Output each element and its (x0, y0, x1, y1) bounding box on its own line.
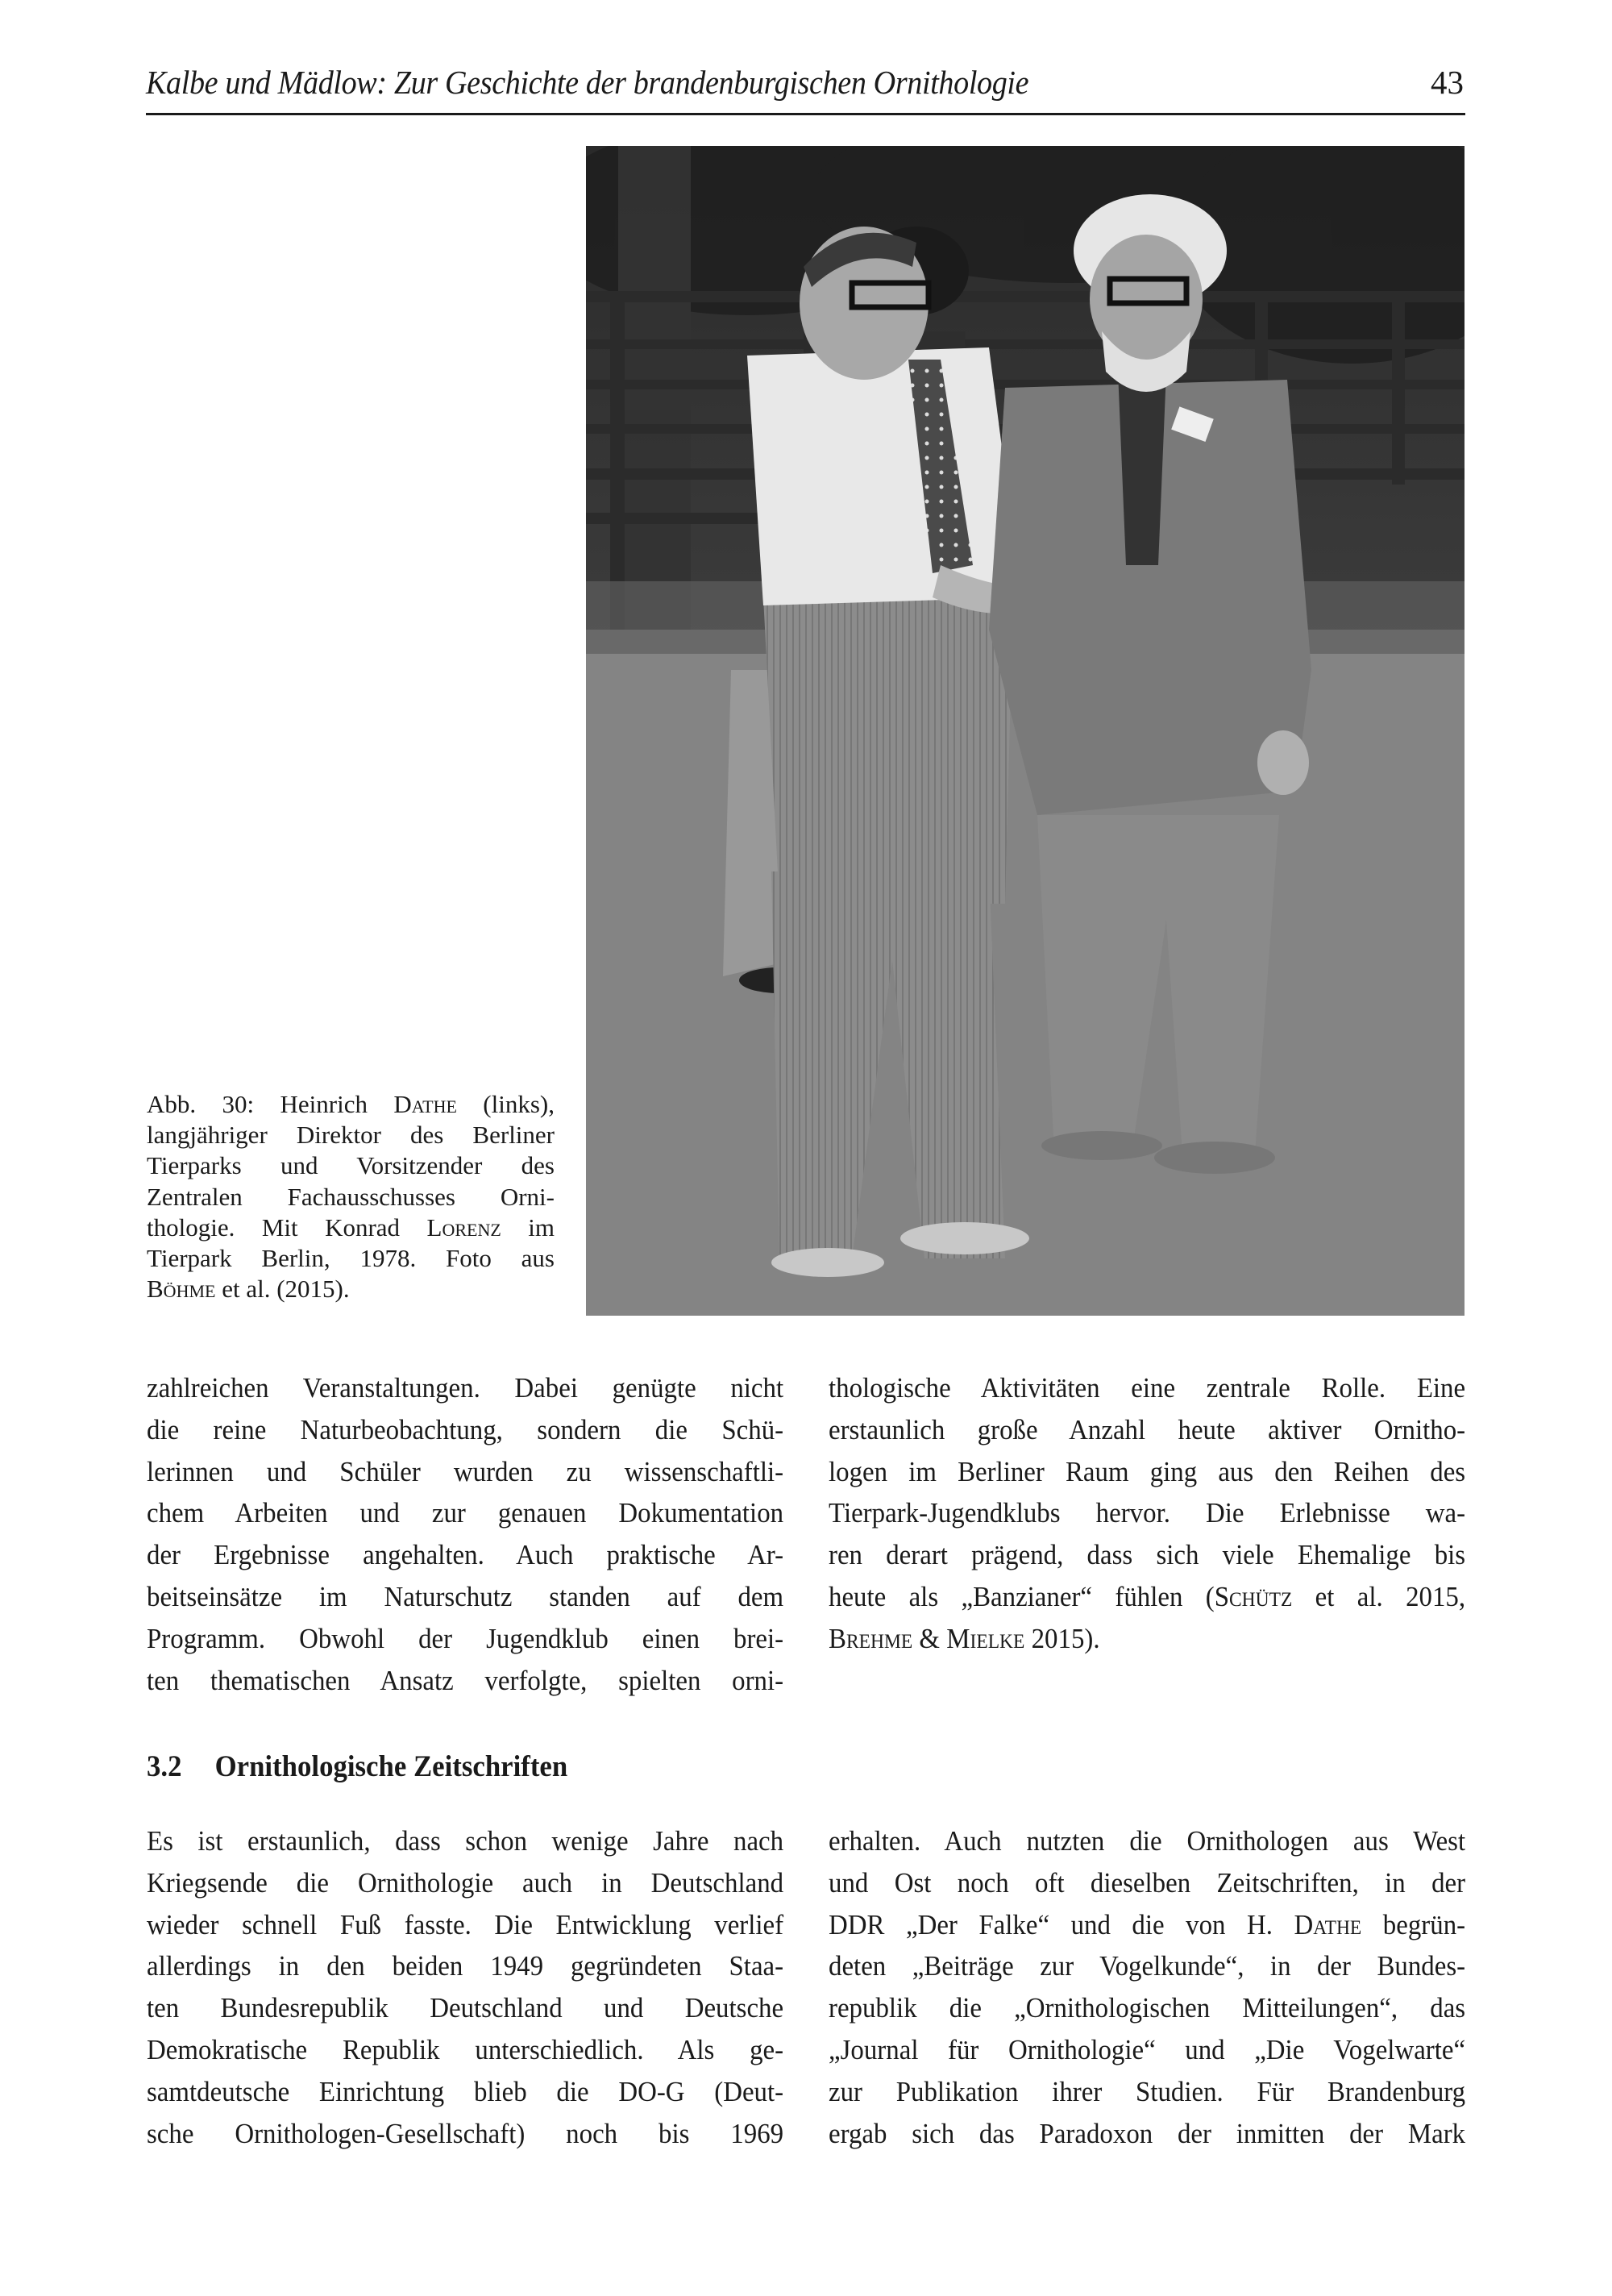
text-run: erstaunlich große Anzahl heute aktiver Ornitho- (829, 1413, 1466, 1445)
text-run: heute als „Banzianer“ fühlen ( (829, 1580, 1215, 1612)
figure-photo (586, 146, 1465, 1316)
running-title: Kalbe und Mädlow: Zur Geschichte der brandenburgischen Ornithologie (146, 64, 1029, 101)
body-column-left-upper (147, 1367, 783, 1701)
text-line (829, 1987, 1465, 2029)
text-run: logen im Berliner Raum ging aus den Reihen des (829, 1455, 1466, 1487)
text-line: die reine Naturbeobachtung, sondern die Schü- (147, 1413, 784, 1445)
text-run: und Ost noch oft dieselben Zeitschriften, in der (829, 1866, 1466, 1899)
text-run: thologie. Mit Konrad (147, 1212, 427, 1242)
text-line: samtdeutsche Einrichtung blieb die DO-G (Deut- (147, 2075, 784, 2107)
text-line (147, 1274, 555, 1304)
section-number: 3.2 (147, 1750, 182, 1783)
text-run: zur Publikation ihrer Studien. Für Brandenburg (829, 2075, 1466, 2107)
text-run: republik die „Ornithologischen Mitteilungen“, das (829, 1992, 1466, 2024)
text-line (829, 1409, 1465, 1451)
text-line: Es ist erstaunlich, dass schon wenige Jahre nach (147, 1825, 784, 1857)
text-line: beitseinsätze im Naturschutz standen auf dem (147, 1580, 784, 1612)
running-head (146, 63, 1465, 111)
text-line (829, 1367, 1465, 1409)
text-line: chem Arbeiten und zur genauen Dokumentation (147, 1497, 784, 1529)
text-line: Kriegsende die Ornithologie auch in Deutschland (147, 1866, 784, 1899)
text-line (147, 1150, 555, 1181)
text-run: langjähriger Direktor des Berliner (147, 1121, 555, 1150)
text-line (147, 1182, 555, 1212)
page-number: 43 (1431, 64, 1464, 101)
author-name: Böhme (147, 1275, 216, 1304)
photo-illustration (586, 146, 1465, 1316)
body-column-left-lower (147, 1820, 783, 2154)
text-run: deten „Beiträge zur Vogelkunde“, in der Bundes- (829, 1950, 1466, 1982)
body-column-right-lower (829, 1820, 1465, 2154)
text-run: erhalten. Auch nutzten die Ornithologen aus West (829, 1825, 1466, 1857)
text-line (147, 1212, 555, 1243)
text-run: begrün- (1361, 1908, 1466, 1940)
text-run: et al. 2015, (1292, 1580, 1466, 1612)
author-name: Lorenz (426, 1212, 501, 1242)
text-line: ten Bundesrepublik Deutschland und Deutsche (147, 1992, 784, 2024)
text-line: zahlreichen Veranstaltungen. Dabei genügte nicht (147, 1372, 784, 1404)
text-run: & (912, 1622, 947, 1654)
text-line: Demokratische Republik unterschiedlich. Als ge- (147, 2033, 784, 2065)
text-line (829, 1945, 1465, 1987)
text-run: im (501, 1212, 555, 1242)
author-name: Dathe (1294, 1908, 1362, 1940)
text-run: Tierpark-Jugendklubs hervor. Die Erlebnisse wa- (829, 1497, 1466, 1529)
text-line: sche Ornithologen-Gesellschaft) noch bis 1969 (147, 2117, 784, 2149)
text-run: (links), (456, 1090, 555, 1118)
text-line: ten thematischen Ansatz verfolgte, spielten orni- (147, 1664, 784, 1696)
text-line: lerinnen und Schüler wurden zu wissenschaftli- (147, 1455, 784, 1487)
text-run: Abb. 30: Heinrich (147, 1090, 394, 1118)
text-line: der Ergebnisse angehalten. Auch praktische Ar- (147, 1539, 784, 1571)
text-line (829, 1451, 1465, 1493)
author-name: Brehme (829, 1622, 913, 1654)
text-line: wieder schnell Fuß fasste. Die Entwicklung verlief (147, 1908, 784, 1940)
section-title: Ornithologische Zeitschriften (214, 1750, 568, 1783)
text-run: Zentralen Fachausschusses Orni- (147, 1182, 555, 1211)
text-run: et al. (2015). (215, 1275, 350, 1304)
text-line (147, 1243, 555, 1274)
text-line (829, 1492, 1465, 1534)
author-name: Dathe (393, 1090, 457, 1118)
text-line: allerdings in den beiden 1949 gegründeten Staa- (147, 1950, 784, 1982)
text-line (829, 2071, 1465, 2113)
text-line (147, 1089, 555, 1120)
text-line (829, 1820, 1465, 1862)
text-line (829, 1904, 1465, 1946)
text-run: ergab sich das Paradoxon der inmitten der Mark (829, 2117, 1466, 2149)
text-line (147, 1120, 555, 1150)
text-line (829, 2029, 1465, 2071)
text-run: Tierparks und Vorsitzender des (147, 1151, 555, 1180)
text-run: thologische Aktivitäten eine zentrale Rolle. Eine (829, 1372, 1466, 1404)
author-name: Mielke (946, 1622, 1025, 1654)
section-heading (147, 1749, 567, 1784)
text-run: Tierpark Berlin, 1978. Foto aus (147, 1243, 555, 1272)
figure-caption (147, 1089, 555, 1304)
author-name: Schütz (1214, 1580, 1293, 1612)
text-line: Programm. Obwohl der Jugendklub einen brei- (147, 1622, 784, 1654)
text-run: „Journal für Ornithologie“ und „Die Vogelwarte“ (829, 2033, 1466, 2065)
text-line (829, 2113, 1465, 2155)
text-run: DDR „Der Falke“ und die von H. (829, 1908, 1294, 1940)
header-rule (146, 113, 1465, 115)
text-line (829, 1534, 1465, 1576)
text-line (829, 1862, 1465, 1904)
text-line (829, 1576, 1465, 1618)
text-line (829, 1618, 1465, 1660)
text-run: 2015). (1024, 1622, 1100, 1654)
text-run: ren derart prägend, dass sich viele Ehemalige bis (829, 1539, 1466, 1571)
body-column-right-upper (829, 1367, 1465, 1660)
